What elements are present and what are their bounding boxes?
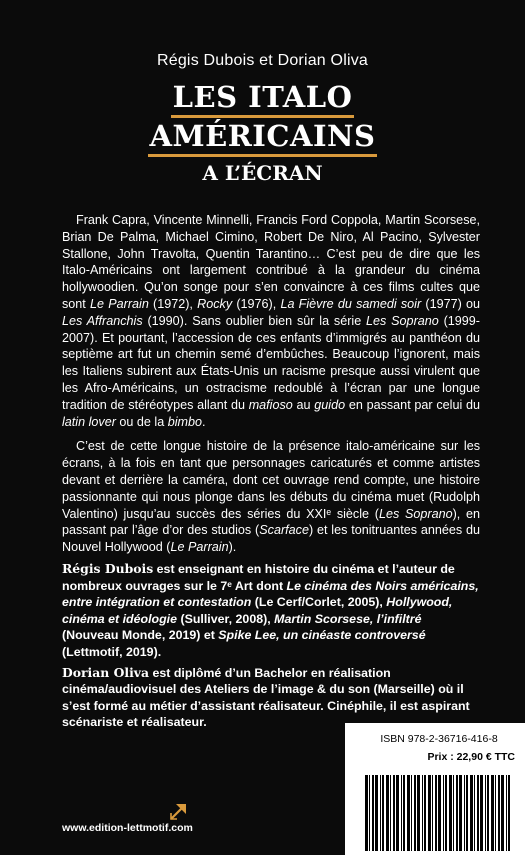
author-name: Dorian Oliva — [62, 664, 150, 680]
barcode-bar — [390, 775, 391, 851]
barcode-bar — [393, 775, 395, 851]
text-run: est enseignant en histoire du cinéma et l’auteur de nombreux ouvrages sur le 7ᵉ Art dont — [62, 562, 455, 593]
italic-title: latin lover — [62, 414, 116, 429]
blurb-paragraph-2 — [62, 438, 480, 556]
text-run: (Lettmotif, 2019). — [62, 644, 162, 659]
italic-title: Les Soprano — [366, 313, 439, 328]
italic-title: Le Parrain — [90, 296, 149, 311]
barcode-bar — [456, 775, 458, 851]
italic-title: Scarface — [259, 523, 309, 538]
barcode-bar — [453, 775, 454, 851]
barcode-bar — [485, 775, 486, 851]
book-title — [0, 82, 525, 185]
text-run: est diplômé d’un Bachelor en réalisation cinéma/audiovisuel des Ateliers de l’image & du son (Marseille) où il s’est formé au métier d’assistant réalisateur. Cinéphile, il est aspirant scénariste et réalisateur. — [62, 665, 470, 730]
barcode-bar — [438, 775, 441, 851]
text-run: (1972), — [148, 296, 198, 311]
barcode-bar — [487, 775, 489, 851]
barcode-bar — [466, 775, 468, 851]
barcode-bar — [396, 775, 399, 851]
arrow-logo-icon — [168, 800, 190, 822]
website-url: www.edition-lettmotif.com — [62, 822, 193, 834]
author-bios — [62, 561, 480, 735]
barcode-bar — [414, 775, 416, 851]
title-line-1: LES ITALO — [171, 82, 355, 118]
barcode-bar — [477, 775, 479, 851]
barcode-bar — [508, 775, 510, 851]
italic-title: Martin Scorsese, l’infiltré — [274, 611, 422, 626]
text-run: (Le Cerf/Corlet, 2005), — [251, 595, 387, 610]
italic-title: La Fièvre du samedi soir — [280, 296, 422, 311]
barcode-bar — [411, 775, 412, 851]
barcode-bar — [386, 775, 389, 851]
barcode-bar — [432, 775, 433, 851]
barcode-bar — [401, 775, 402, 851]
barcode-bar — [495, 775, 496, 851]
text-run: en passant par celui du — [345, 397, 480, 412]
text-run: (1990). Sans oublier bien sûr la série — [142, 313, 367, 328]
bio-regis-dubois — [62, 561, 480, 661]
barcode-bar — [470, 775, 473, 851]
title-line-2: AMÉRICAINS — [148, 121, 378, 157]
text-run: (1999-2007). Et pourtant, l’accession de ces enfants d’immigrés au panthéon du septième art fut un chemin semé d’embûches. Beaucoup l’ignorent, mais les Italiens subirent aux États-Unis un racisme presque aussi virulent que les Afro-Américains, un ostracisme redoublé à l’écran par une longue tradition de stéréotypes allant du — [62, 313, 481, 412]
barcode-bar — [403, 775, 405, 851]
blurb — [62, 212, 480, 564]
barcode-bar — [424, 775, 426, 851]
price: Prix : 22,90 € TTC — [427, 751, 515, 763]
subtitle: A L’ÉCRAN — [202, 161, 323, 185]
italic-title: mafioso — [248, 397, 293, 412]
barcode-bar — [428, 775, 431, 851]
blurb-paragraph-1 — [62, 212, 480, 430]
text-run: ) et les tonitruantes années du Nouvel Hollywood ( — [62, 523, 480, 555]
barcode-panel — [345, 723, 525, 855]
barcode-bar — [407, 775, 410, 851]
barcode-bar — [375, 775, 378, 851]
italic-title: bimbo — [167, 414, 203, 429]
author-name: Régis Dubois — [62, 561, 154, 576]
italic-title: Hollywood, cinéma et idéologie — [62, 595, 453, 626]
barcode-bar — [449, 775, 452, 851]
barcode — [359, 773, 515, 853]
text-run: Frank Capra, Vincente Minnelli, Francis Ford Coppola, Martin Scorsese, Brian De Palma, Michael Cimino, Robert De Niro, Al Pacino, Sylvester Stallone, John Travolta, Quentin Tarantino… C’est peu de dire que les Italo-Américains ont largement contribué à la grandeur du cinéma hollywoodien. Qu’on songe pour s’en convaincre à ces films cultes que sont — [62, 213, 480, 311]
barcode-bar — [498, 775, 500, 851]
barcode-bar — [443, 775, 444, 851]
barcode-bar — [445, 775, 447, 851]
barcode-bar — [365, 775, 368, 851]
barcode-bar — [369, 775, 370, 851]
text-run: C’est de cette longue histoire de la présence italo-américaine sur les écrans, à la fois en tant que personnages caricaturés et comme artistes devant et derrière la caméra, dont cet ouvrage rend compte, une histoire passionnante qui nous plonge dans les débuts du cinéma muet (Rudolph Valentino) jusqu’au succès des séries du XXIᵉ siècle ( — [62, 439, 480, 521]
text-run: ou de la — [115, 414, 168, 429]
italic-title: Spike Lee, un cinéaste controversé — [218, 628, 426, 643]
barcode-bar — [417, 775, 420, 851]
italic-title: guido — [314, 397, 346, 412]
barcode-bar — [382, 775, 384, 851]
barcode-bar — [459, 775, 462, 851]
text-run: (Nouveau Monde, 2019) et — [62, 628, 219, 643]
barcode-bar — [501, 775, 504, 851]
text-run: au — [292, 397, 315, 412]
barcode-bar — [491, 775, 494, 851]
barcode-bar — [435, 775, 437, 851]
italic-title: Le cinéma des Noirs américains, entre intégration et contestation — [62, 578, 479, 610]
italic-title: Les Soprano — [378, 506, 453, 521]
barcode-bar — [480, 775, 483, 851]
italic-title: Rocky — [197, 296, 233, 311]
barcode-bar — [464, 775, 465, 851]
text-run: (1977) ou — [421, 296, 480, 311]
text-run: ). — [228, 540, 237, 555]
authors: Régis Dubois et Dorian Oliva — [156, 52, 369, 69]
italic-title: Les Affranchis — [62, 313, 143, 328]
isbn: ISBN 978-2-36716-416-8 — [380, 733, 498, 745]
text-run: (1976), — [232, 296, 281, 311]
barcode-bar — [380, 775, 381, 851]
barcode-bar — [372, 775, 374, 851]
italic-title: Le Parrain — [170, 540, 229, 555]
bio-dorian-oliva — [62, 665, 480, 731]
text-run: ), en passant par l’âge d’or des studios ( — [62, 506, 480, 538]
barcode-bar — [506, 775, 507, 851]
text-run: (Sulliver, 2008), — [177, 611, 275, 626]
barcode-bar — [422, 775, 423, 851]
barcode-bar — [474, 775, 475, 851]
text-run: . — [202, 414, 206, 429]
